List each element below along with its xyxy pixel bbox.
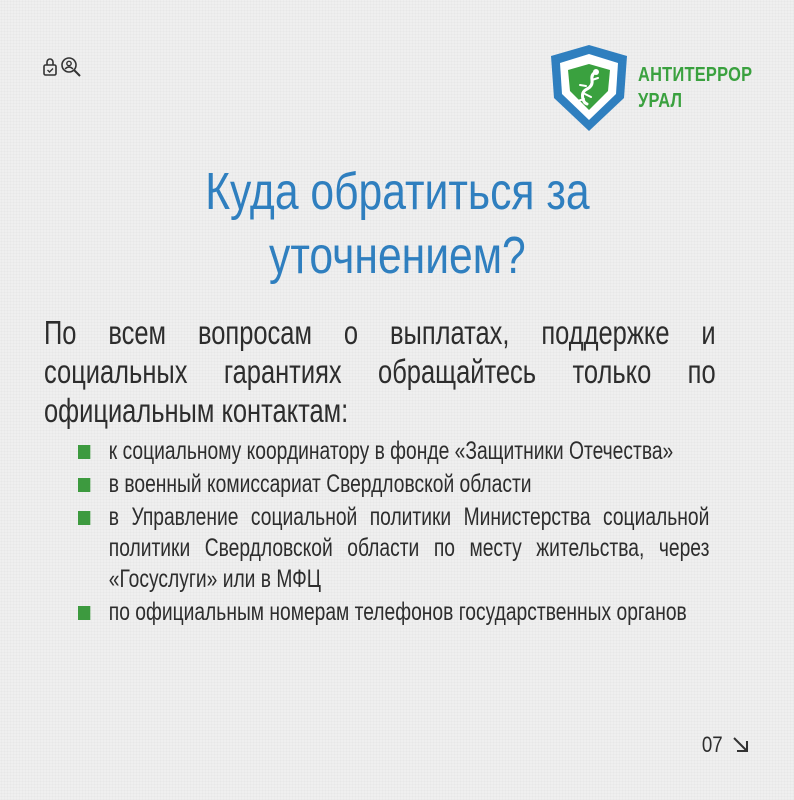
page-indicator — [700, 732, 750, 758]
lock-icon — [42, 57, 58, 77]
bullet-square-icon — [78, 511, 90, 525]
list-item — [78, 469, 709, 500]
bullet-square-icon — [78, 606, 90, 620]
list-item — [78, 597, 709, 628]
header-icons — [42, 56, 82, 78]
bullet-square-icon — [78, 445, 90, 459]
list-item — [78, 502, 709, 595]
arrow-down-right-icon — [732, 736, 750, 754]
brand-logo — [548, 42, 777, 134]
shield-lizard-icon — [548, 42, 630, 134]
title-line-1: Куда обратиться за — [204, 163, 590, 221]
page-title — [0, 160, 794, 288]
bullet-square-icon — [78, 478, 90, 492]
contact-list — [78, 436, 709, 630]
brand-line-2: УРАЛ — [638, 90, 683, 112]
list-item-text: в Управление социальной политики Министерства социальной политики Свердловской области по месту жительства, через «Госуслуги» или в МФЦ — [108, 503, 710, 593]
list-item — [78, 436, 709, 467]
title-line-2: уточнением? — [268, 227, 526, 285]
list-item-text: в военный комиссариат Свердловской области — [108, 470, 532, 498]
person-search-icon — [60, 56, 82, 78]
intro-paragraph: По всем вопросам о выплатах, поддержке и социальных гарантиях обращайтесь только по официальным контактам: — [44, 314, 716, 429]
list-item-text: к социальному координатору в фонде «Защитники Отечества» — [108, 437, 674, 465]
brand-line-1: АНТИТЕРРОР — [638, 64, 753, 86]
page-number: 07 — [701, 732, 723, 757]
list-item-text: по официальным номерам телефонов государственных органов — [108, 598, 687, 626]
